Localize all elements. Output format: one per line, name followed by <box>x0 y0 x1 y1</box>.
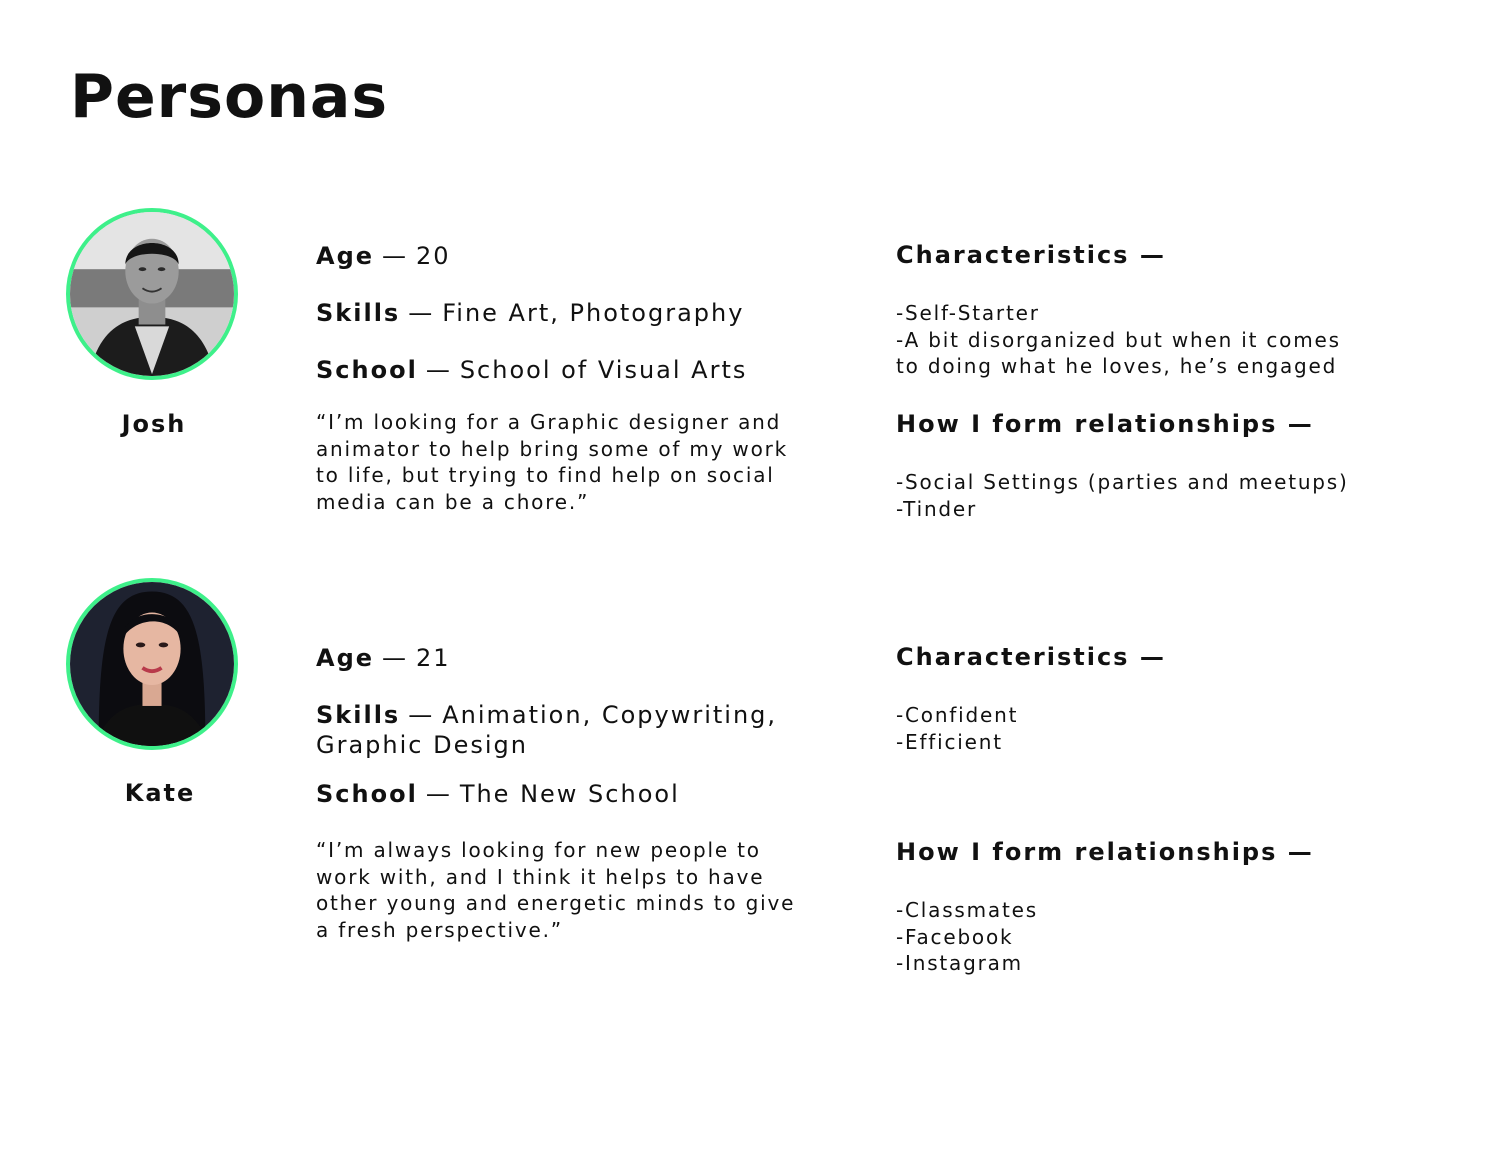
skills-value: Animation, Copywriting, <box>442 701 778 729</box>
quote-line: to life, but trying to find help on social <box>316 463 775 487</box>
dash-separator: — <box>382 242 409 270</box>
list-item: -Self-Starter <box>896 301 1040 325</box>
skills-label: Skills <box>316 701 401 729</box>
skills-field <box>316 298 744 328</box>
school-value: The New School <box>459 780 680 808</box>
persona-name: Josh <box>121 410 187 438</box>
age-label: Age <box>316 242 375 270</box>
dash-separator: — <box>382 644 409 672</box>
quote-line: other young and energetic minds to give <box>316 891 796 915</box>
quote-line: “I’m looking for a Graphic designer and <box>316 410 782 434</box>
list-item: to doing what he loves, he’s engaged <box>896 354 1338 378</box>
list-item: -Social Settings (parties and meetups) <box>896 470 1349 494</box>
age-field <box>316 241 451 271</box>
dash-separator: — <box>425 780 452 808</box>
age-value: 20 <box>416 242 451 270</box>
dash-separator: — <box>425 356 452 384</box>
school-value: School of Visual Arts <box>459 356 748 384</box>
age-value: 21 <box>416 644 451 672</box>
page-title: Personas <box>70 62 389 132</box>
list-item: -Facebook <box>896 924 1014 949</box>
relationships-heading: How I form relationships — <box>896 838 1314 866</box>
persona-quote <box>316 409 816 515</box>
dash-separator: — <box>408 701 435 729</box>
school-label: School <box>316 780 418 808</box>
quote-line: animator to help bring some of my work <box>316 436 789 461</box>
list-item: -Instagram <box>896 951 1023 975</box>
quote-line: “I’m always looking for new people to <box>316 838 761 862</box>
characteristics-list <box>896 702 1018 755</box>
characteristics-list <box>896 300 1341 380</box>
list-item: -A bit disorganized but when it comes <box>896 327 1341 352</box>
list-item: -Tinder <box>896 496 978 521</box>
quote-line: a fresh perspective.” <box>316 917 563 942</box>
quote-line: media can be a chore.” <box>316 489 590 514</box>
quote-line: work with, and I think it helps to have <box>316 864 765 889</box>
list-item: -Classmates <box>896 898 1038 922</box>
characteristics-heading: Characteristics — <box>896 643 1166 671</box>
persona-name: Kate <box>124 779 196 807</box>
relationships-heading: How I form relationships — <box>896 410 1314 438</box>
skills-label: Skills <box>316 299 401 327</box>
school-field <box>316 779 680 809</box>
kate-avatar-icon <box>66 578 238 750</box>
list-item: -Confident <box>896 703 1019 727</box>
school-label: School <box>316 356 418 384</box>
skills-value: Fine Art, Photography <box>442 299 745 327</box>
age-field <box>316 643 451 673</box>
skills-value: Graphic Design <box>316 731 528 759</box>
relationships-list <box>896 897 1038 977</box>
characteristics-heading: Characteristics — <box>896 241 1166 269</box>
skills-field <box>316 700 777 760</box>
school-field <box>316 355 747 385</box>
age-label: Age <box>316 644 375 672</box>
list-item: -Efficient <box>896 729 1003 754</box>
dash-separator: — <box>408 299 435 327</box>
relationships-list <box>896 469 1349 522</box>
josh-avatar-icon <box>66 208 238 380</box>
persona-quote <box>316 837 816 943</box>
